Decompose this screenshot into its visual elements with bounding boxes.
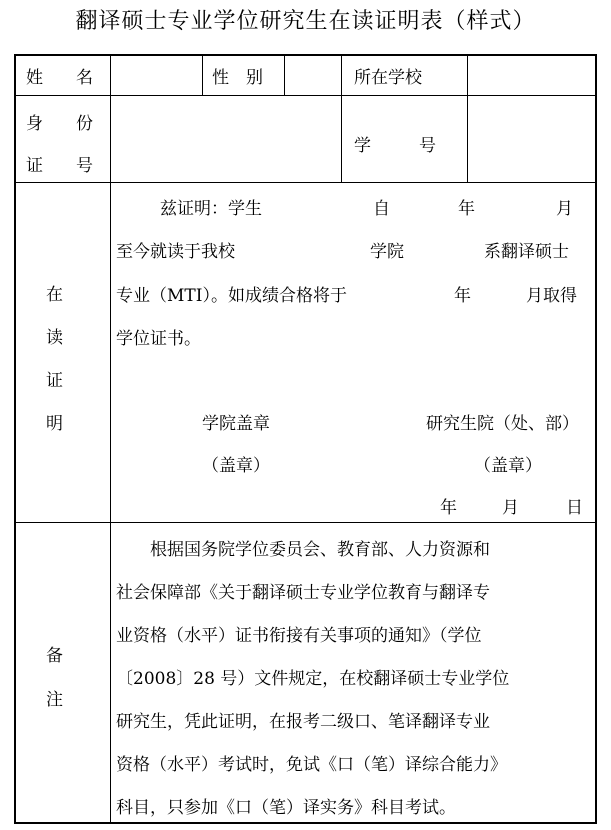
remark-line: 业资格（水平）证书衔接有关事项的通知》（学位 (116, 626, 482, 646)
column-divider (110, 56, 111, 822)
id-value-field[interactable] (112, 97, 339, 180)
proof-line-3-year: 年 (454, 286, 471, 306)
proof-line-2-dept: 系翻译硕士 (484, 242, 569, 262)
id-label-char: 证 (26, 156, 43, 176)
proof-line-4: 学位证书。 (116, 329, 201, 349)
remark-line: 根据国务院学位委员会、教育部、人力资源和 (116, 540, 490, 560)
remark-line: 〔2008〕28 号）文件规定，在校翻译硕士专业学位 (116, 669, 510, 689)
name-label-char: 名 (76, 68, 93, 88)
student-no-label-char: 号 (419, 136, 436, 156)
remark-line: 研究生，凭此证明，在报考二级口、笔译翻译专业 (116, 712, 490, 732)
row-divider (16, 182, 595, 183)
proof-line-1-from: 自 (373, 199, 390, 219)
document-title: 翻译硕士专业学位研究生在读证明表（样式） (75, 9, 536, 34)
student-no-label-char: 学 (354, 136, 371, 156)
column-divider (467, 56, 468, 182)
proof-label-char: 在 (46, 285, 63, 305)
college-stamp-label: （盖章） (202, 456, 270, 476)
certificate-table (14, 54, 597, 824)
date-year-label: 年 (440, 498, 457, 518)
column-divider (284, 56, 285, 95)
remark-line: 科目，只参加《口（笔）译实务》科目考试。 (116, 798, 456, 818)
proof-line-1-month: 月 (556, 199, 573, 219)
proof-label-char: 读 (46, 328, 63, 348)
school-value-field[interactable] (469, 58, 593, 93)
college-seal-label: 学院盖章 (202, 414, 270, 434)
graduate-stamp-label: （盖章） (474, 456, 542, 476)
proof-line-3: 专业（MTI）。如成绩合格将于 (116, 286, 347, 306)
gender-value-field[interactable] (286, 58, 339, 93)
proof-label-char: 证 (46, 371, 63, 391)
proof-line-1: 兹证明：学生 (160, 199, 262, 219)
remark-label-char: 备 (46, 646, 63, 666)
date-month-label: 月 (502, 498, 519, 518)
proof-label-char: 明 (46, 414, 63, 434)
proof-line-2: 至今就读于我校 (116, 242, 235, 262)
remark-line: 社会保障部《关于翻译硕士专业学位教育与翻译专 (116, 583, 490, 603)
column-divider (202, 56, 203, 95)
proof-line-2-college: 学院 (370, 242, 404, 262)
proof-line-1-year: 年 (458, 199, 475, 219)
column-divider (341, 56, 342, 182)
remark-line: 资格（水平）考试时，免试《口（笔）译综合能力》 (116, 755, 507, 775)
name-value-field[interactable] (112, 58, 200, 93)
gender-label: 性 别 (212, 68, 263, 88)
name-label-char: 姓 (26, 68, 43, 88)
id-label-char: 份 (76, 114, 93, 134)
id-label-char: 身 (26, 114, 43, 134)
school-label: 所在学校 (354, 68, 422, 88)
proof-line-3-month: 月取得 (526, 286, 577, 306)
remark-label-char: 注 (46, 690, 63, 710)
graduate-school-label: 研究生院（处、部） (426, 414, 579, 434)
date-day-label: 日 (566, 498, 583, 518)
student-no-value-field[interactable] (469, 97, 593, 180)
row-divider (16, 95, 595, 96)
remark-paragraph (116, 529, 509, 830)
row-divider (16, 522, 595, 523)
id-label-char: 号 (76, 156, 93, 176)
